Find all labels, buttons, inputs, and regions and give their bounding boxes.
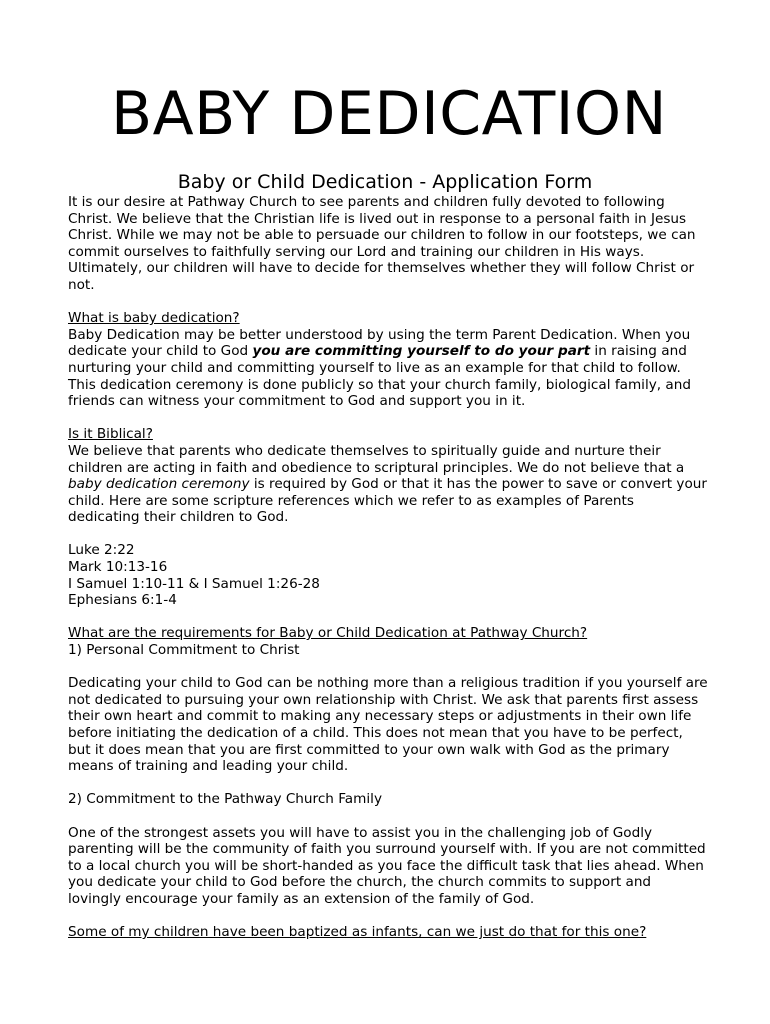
body-text: in raising and nurturing your child and committing yourself to live as an example for that child to follow. This dedication ceremony is done publicly so that your church family, biological family, and friends can witness your commitment to God and support you in it. bbox=[68, 343, 691, 410]
scripture-reference: I Samuel 1:10-11 & I Samuel 1:26-28 bbox=[68, 575, 320, 592]
section-biblical-body bbox=[68, 443, 708, 526]
scripture-reference: Mark 10:13-16 bbox=[68, 559, 168, 576]
document-page bbox=[68, 78, 708, 941]
body-text: Baby Dedication may be better understood by using the term Parent Dedication. When you dedicate your child to God bbox=[68, 326, 691, 360]
section-heading-requirements: What are the requirements for Baby or Child Dedication at Pathway Church? bbox=[68, 625, 588, 642]
section-heading-biblical: Is it Biblical? bbox=[68, 426, 153, 443]
requirement-1-body: Dedicating your child to God can be nothing more than a religious tradition if you yourself are not dedicated to pursuing your own relationship with Christ. We ask that parents first assess their own heart and commit to making any necessary steps or adjustments in their own life before initiating the dedication of a child. This does not mean that you have to be perfect, but it does mean that you are first committed to your own walk with God as the primary means of training and leading your child. bbox=[68, 675, 708, 775]
page-title: BABY DEDICATION bbox=[110, 79, 668, 149]
section-what-is-body bbox=[68, 327, 708, 410]
requirement-2-title: 2) Commitment to the Pathway Church Family bbox=[68, 791, 382, 808]
body-text: We believe that parents who dedicate themselves to spiritually guide and nurture their children are acting in faith and obedience to scriptural principles. We do not believe that a bbox=[68, 442, 685, 476]
requirement-1-title: 1) Personal Commitment to Christ bbox=[68, 642, 300, 659]
italic-text: baby dedication ceremony bbox=[68, 476, 250, 493]
intro-paragraph: It is our desire at Pathway Church to see parents and children fully devoted to following Christ. We believe that the Christian life is lived out in response to a personal faith in Jesus Christ. While we may not be able to persuade our children to follow in our footsteps, we can commit ourselves to faithfully serving our Lord and training our children in His ways. Ultimately, our children will have to decide for themselves whether they will follow Christ or not. bbox=[68, 194, 696, 293]
body-text: is required by God or that it has the power to save or convert your child. Here are some scripture references which we refer to as examples of Parents dedicating their children to God. bbox=[68, 476, 707, 526]
emphasis-text: you are committing yourself to do your part bbox=[252, 343, 591, 360]
requirement-2-body: One of the strongest assets you will have to assist you in the challenging job of Godly parenting will be the community of faith you surround yourself with. If you are not committed to a local church you will be short-handed as you face the difficult task that lies ahead. When you dedicate your child to God before the church, the church commits to support and lovingly encourage your family as an extension of the family of God. bbox=[68, 824, 706, 907]
section-heading-what-is: What is baby dedication? bbox=[68, 310, 240, 327]
scripture-reference: Luke 2:22 bbox=[68, 542, 135, 559]
form-subtitle: Baby or Child Dedication - Application Form bbox=[177, 171, 593, 193]
section-heading-baptized: Some of my children have been baptized as infants, can we just do that for this one? bbox=[68, 924, 647, 941]
scripture-list bbox=[68, 542, 708, 608]
scripture-reference: Ephesians 6:1-4 bbox=[68, 592, 177, 609]
